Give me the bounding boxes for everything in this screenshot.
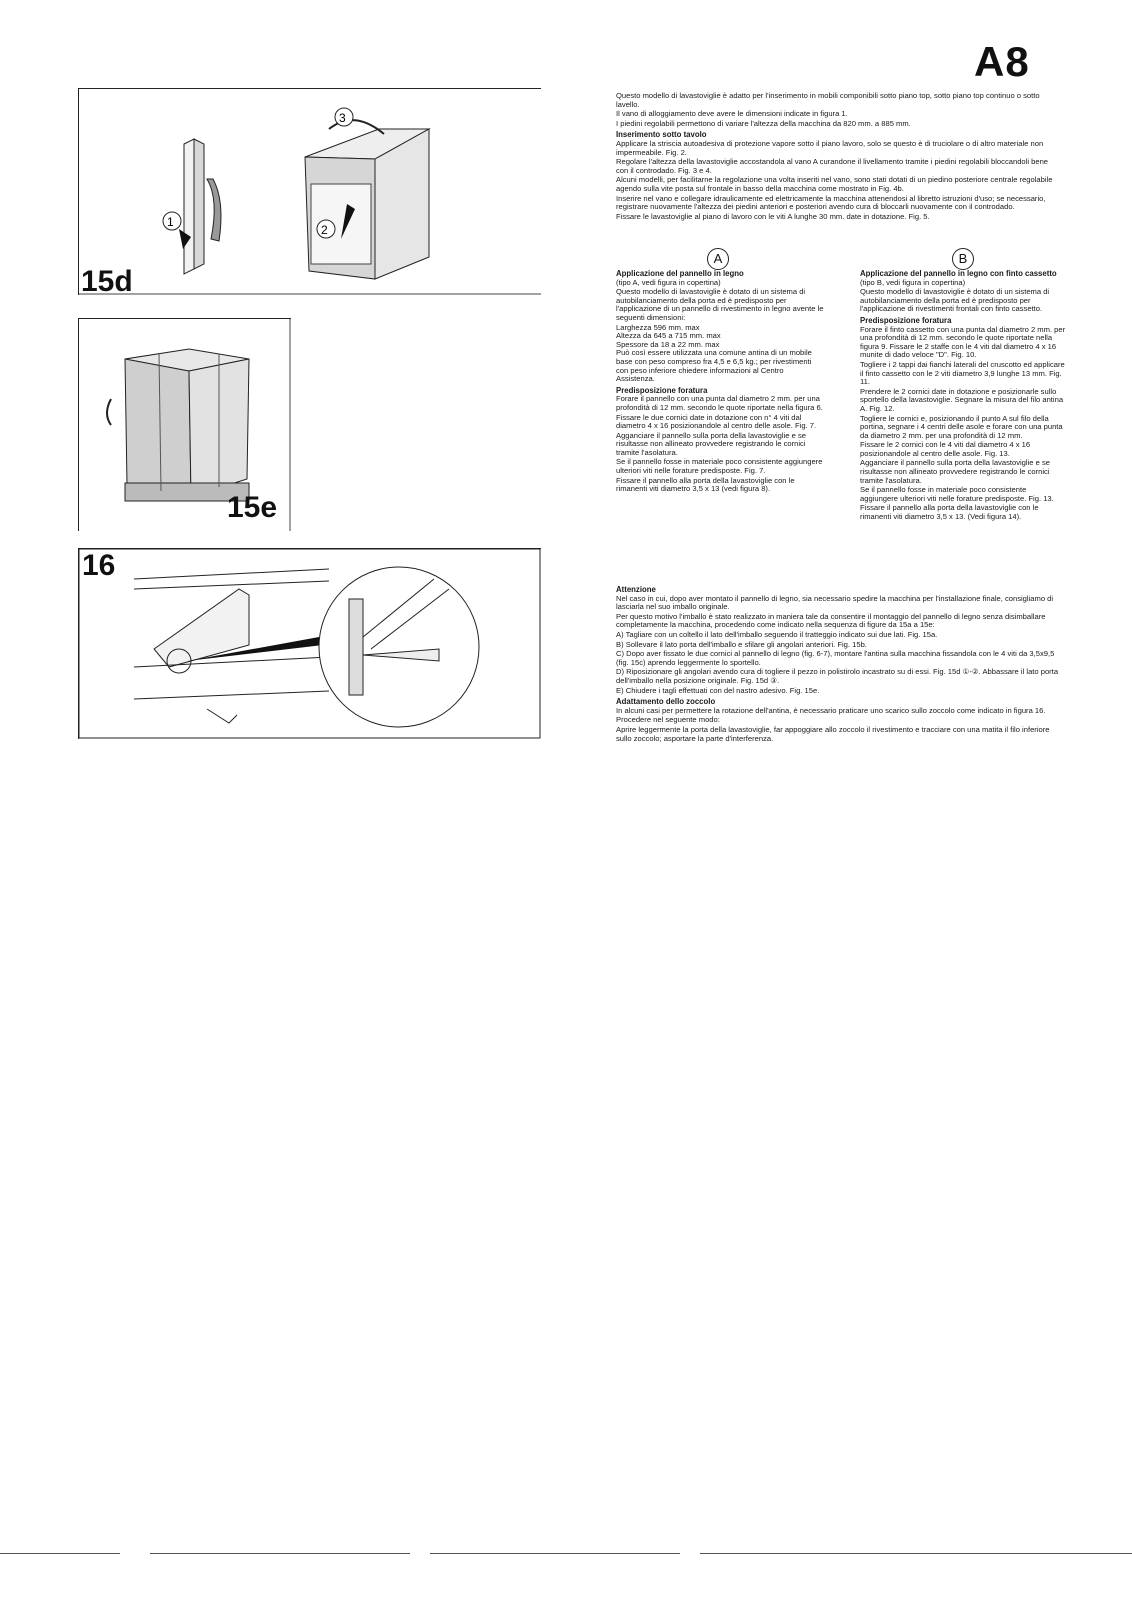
column-b-text: Fissare il pannello alla porta della lavastoviglie con le rimanenti viti diametro 3,5 x 13. (Vedi figura 14). bbox=[860, 503, 1039, 522]
svg-text:2: 2 bbox=[321, 223, 328, 237]
page-code: A8 bbox=[974, 38, 1030, 85]
zoccolo-text: Procedere nel seguente modo: bbox=[616, 715, 720, 725]
figure-15d-drawing bbox=[79, 89, 541, 295]
column-a bbox=[616, 270, 824, 495]
marker-a: A bbox=[707, 248, 729, 270]
figure-label-16: 16 bbox=[82, 549, 116, 582]
column-b-text: Questo modello di lavastoviglie è dotato di un sistema di autobilanciamento della porta ed è predisposto per l'applicazione di rivestimenti frontali con finto cassetto. bbox=[860, 287, 1050, 314]
attenzione-text: Nel caso in cui, dopo aver montato il pannello di legno, sia necessario spedire la macchina per l'installazione finale, consigliamo di lasciarla nel suo imballo originale. bbox=[616, 593, 1054, 612]
attenzione-step: B) Sollevare il lato porta dell'imballo e sfilare gli angolari anteriori. Fig. 15b. bbox=[616, 639, 867, 649]
svg-text:3: 3 bbox=[339, 111, 346, 125]
figure-label-15e: 15e bbox=[227, 491, 278, 524]
zoccolo-text: In alcuni casi per permettere la rotazione dell'antina, è necessario praticare uno scarico sullo zoccolo come indicato in figura 16. bbox=[616, 705, 1046, 715]
column-b-text: Se il pannello fosse in materiale poco consistente aggiungere ulteriori viti nelle forature predisposte. Fig. 13. bbox=[860, 485, 1054, 503]
inserimento-text: Regolare l'altezza della lavastoviglie accostandola al vano A curandone il livellamento tramite i piedini regolabili bloccandoli bene con il controdado. Fig. 3 e 4. bbox=[616, 157, 1049, 175]
footer-divider bbox=[0, 1553, 120, 1554]
figure-label-15d: 15d bbox=[81, 265, 133, 298]
figure-16-drawing bbox=[79, 549, 541, 739]
column-b-subtitle: (tipo B, vedi figura in copertina) bbox=[860, 277, 966, 287]
attenzione-step: A) Tagliare con un coltello il lato dell'imballo seguendo il tratteggio indicato sui due lati. Fig. 15a. bbox=[616, 629, 938, 639]
inserimento-text: Applicare la striscia autoadesiva di protezione vapore sotto il piano lavoro, solo se questo è di truciolare o di altro materiale non impermeabile. Fig. 2. bbox=[616, 138, 1044, 157]
column-a-text: Altezza da 645 a 715 mm. max bbox=[616, 331, 721, 341]
attenzione-heading: Attenzione bbox=[616, 585, 656, 594]
intro-text: I piedini regolabili permettono di variare l'altezza della macchina da 820 mm. a 885 mm. bbox=[616, 118, 911, 128]
attenzione-section bbox=[616, 586, 1066, 744]
column-b-text: Togliere le cornici e, posizionando il punto A sul filo della portina, segnare i 4 centri delle asole e forare con una punta da diametro 2 mm. per una profondità di 12 mm. bbox=[860, 413, 1063, 440]
column-a-subheading: Predisposizione foratura bbox=[616, 385, 708, 395]
inserimento-text: Fissare le lavastoviglie al piano di lavoro con le viti A lunghe 30 mm. date in dotazione. Fig. 5. bbox=[616, 211, 930, 221]
column-a-title: Applicazione del pannello in legno bbox=[616, 269, 744, 278]
intro-text: Questo modello di lavastoviglie è adatto per l'inserimento in mobili componibili sotto piano top, sotto piano top continuo o sotto lavello. bbox=[616, 91, 1040, 109]
figure-16 bbox=[78, 548, 541, 739]
column-b-title: Applicazione del pannello in legno con finto cassetto bbox=[860, 269, 1057, 278]
column-a-text: Forare il pannello con una punta dal diametro 2 mm. per una profondità di 12 mm. secondo le quote riportate nella figura 6. bbox=[616, 394, 823, 412]
intro-section bbox=[616, 92, 1062, 222]
column-b-text: Forare il finto cassetto con una punta dal diametro 2 mm. per una profondità di 12 mm. secondo le quote riportate nella figura 9. Fissare le 2 staffe con le 4 viti dal diametro 4 x 16 munite di dado veloce "D". Fig. 10. bbox=[860, 324, 1066, 360]
column-a-text: Fissare il pannello alla porta della lavastoviglie con le rimanenti viti diametro 3,5 x 13 (vedi figura 8). bbox=[616, 475, 795, 494]
column-a-subtitle: (tipo A, vedi figura in copertina) bbox=[616, 277, 721, 287]
attenzione-step: D) Riposizionare gli angolari avendo cura di togliere il pezzo in polistirolo incastrato su di essi. Fig. 15d ①-②. Abbassare il lato porta dell'imballo nella posizione originale. Fig. 15d ③. bbox=[616, 667, 1059, 685]
zoccolo-text: Aprire leggermente la porta della lavastoviglie, far appoggiare allo zoccolo il rivestimento e tracciare con una matita il filo inferiore sullo zoccolo; asportare la parte d'interferenza. bbox=[616, 724, 1050, 743]
footer-divider bbox=[430, 1553, 680, 1554]
column-a-text: Spessore da 18 a 22 mm. max bbox=[616, 339, 720, 349]
attenzione-step: C) Dopo aver fissato le due cornici al pannello di legno (fig. 6-7), montare l'antina sulla macchina fissandola con le 4 viti da 3,5x9,5 (fig. 15c) aprendo leggermente lo sportello. bbox=[616, 649, 1055, 667]
footer-divider bbox=[150, 1553, 410, 1554]
column-a-text: Agganciare il pannello sulla porta della lavastoviglie e se risultasse non allineato provvedere registrando le cornici tramite l'asolatura. bbox=[616, 430, 806, 457]
column-a-text: Fissare le due cornici date in dotazione con n° 4 viti dal diametro 4 x 16 posizionandole al centro delle asole. Fig. 7. bbox=[616, 412, 817, 431]
column-a-text: Questo modello di lavastoviglie è dotato di un sistema di autobilanciamento della porta ed è predisposto per l'applicazione di un pannello di rivestimento in legno avente le seguenti dimensioni: bbox=[616, 287, 824, 322]
inserimento-text: Alcuni modelli, per facilitarne la regolazione una volta inseriti nel vano, sono stati dotati di un piedino posteriore centrale regolabile agendo sulla vite posta sul frontale in basso della macchina come mostrato in Fig. 4b. bbox=[616, 175, 1053, 193]
section-heading-inserimento: Inserimento sotto tavolo bbox=[616, 130, 707, 140]
zoccolo-heading: Adattamento dello zoccolo bbox=[616, 697, 716, 707]
column-a-text: Se il pannello fosse in materiale poco consistente aggiungere ulteriori viti nelle forature predisposte. Fig. 7. bbox=[616, 457, 823, 476]
marker-b: B bbox=[952, 248, 974, 270]
column-b-text: Prendere le 2 cornici date in dotazione e posizionarle sullo sportello della lavastoviglie. Segnare la misura del filo antina A. Fig. 12. bbox=[860, 386, 1064, 413]
inserimento-text: Inserire nel vano e collegare idraulicamente ed elettricamente la macchina attenendosi al libretto istruzioni d'uso; se necessario, registrare nuovamente l'altezza dei piedini anteriori e posteriori avendo cura di bloccarli nuovamente con il controdado. bbox=[616, 193, 1046, 212]
column-b-text: Agganciare il pannello sulla porta della lavastoviglie e se risultasse non allineato provvedere registrando le cornici tramite l'asolatura. bbox=[860, 458, 1050, 485]
attenzione-text: Per questo motivo l'imballo è stato realizzato in maniera tale da consentire il montaggio del pannello di legno senza disimballare completamente la macchina, procedendo come indicato nella sequenza di figure da 15a a 15e: bbox=[616, 611, 1046, 630]
column-b-subheading: Predisposizione foratura bbox=[860, 315, 952, 325]
figure-15d bbox=[78, 88, 541, 298]
intro-text: Il vano di alloggiamento deve avere le dimensioni indicate in figura 1. bbox=[616, 109, 848, 119]
svg-text:1: 1 bbox=[167, 215, 174, 229]
column-a-text: Può così essere utilizzata una comune antina di un mobile base con peso compreso fra 4,5 e 6,5 kg.; per rivestimenti con peso inferiore chiedere informazioni al Centro Assistenza. bbox=[616, 348, 812, 384]
column-a-text: Larghezza 596 mm. max bbox=[616, 322, 700, 332]
figure-15e bbox=[78, 318, 291, 531]
footer-divider bbox=[700, 1553, 1132, 1554]
column-b-text: Fissare le 2 cornici con le 4 viti dal diametro 4 x 16 posizionandole al centro delle asole. Fig. 13. bbox=[860, 440, 1031, 458]
column-b bbox=[860, 270, 1066, 523]
column-b-text: Togliere i 2 tappi dai fianchi laterali del cruscotto ed applicare il finto cassetto con le 2 viti diametro 3,9 lunghe 13 mm. Fig. 11. bbox=[860, 359, 1065, 387]
attenzione-step: E) Chiudere i tagli effettuati con del nastro adesivo. Fig. 15e. bbox=[616, 685, 820, 695]
